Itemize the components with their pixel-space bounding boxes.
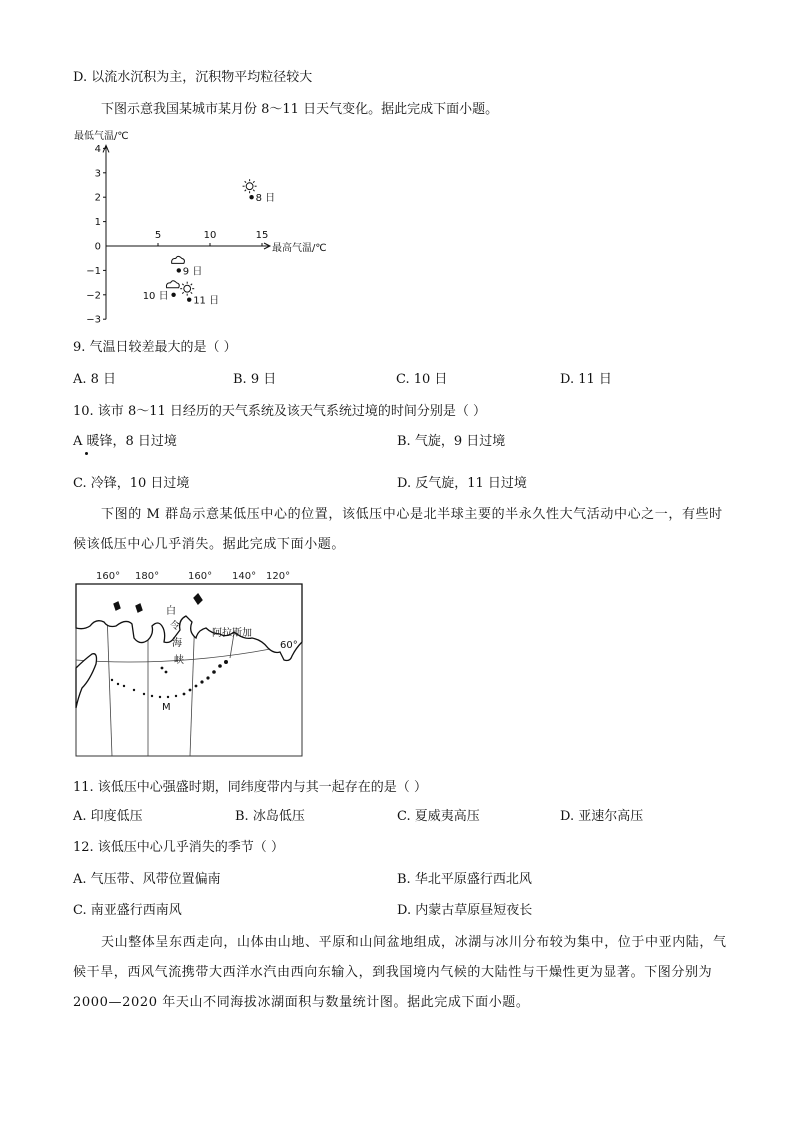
weather-scatter-chart — [72, 128, 352, 328]
longitude-labels — [96, 571, 290, 582]
sun-icon-ray — [191, 292, 192, 293]
y-tick-label: 3 — [94, 168, 101, 180]
sun-icon — [180, 282, 194, 296]
x-tick-label: 10 — [203, 230, 217, 241]
sun-icon-ray — [245, 181, 246, 182]
stray-dot — [85, 452, 88, 455]
q10-option-d[interactable]: D. 反气旋，11 日过境 — [397, 476, 527, 491]
point-label: 10 日 — [142, 290, 169, 302]
aleutian-map — [74, 568, 306, 758]
sea-label-2: 令 — [170, 621, 180, 632]
chart-marks — [143, 179, 275, 306]
sun-icon-ray — [182, 284, 183, 285]
q12-stem: 12. 该低压中心几乎消失的季节（ ） — [73, 840, 284, 855]
q10-stem: 10. 该市 8～11 日经历的天气系统及该天气系统过境的时间分别是（ ） — [73, 404, 487, 419]
q9-option-b[interactable]: B. 9 日 — [233, 372, 277, 387]
sun-icon-ray — [245, 190, 246, 191]
point-label: 9 日 — [182, 266, 203, 278]
y-tick-label: 1 — [94, 217, 101, 229]
islands-label: M — [162, 702, 171, 713]
y-tick-label: 4 — [94, 143, 101, 155]
q10-option-c[interactable]: C. 冷锋，10 日过境 — [73, 476, 190, 491]
sea-label-4: 峡 — [174, 655, 184, 666]
lon-label-4: 140° — [232, 571, 257, 582]
sun-icon-ray — [191, 284, 192, 285]
sun-icon-ray — [182, 292, 183, 293]
lon-label-5: 120° — [266, 571, 291, 582]
q10-option-b[interactable]: B. 气旋，9 日过境 — [397, 434, 506, 449]
x-tick-label: 5 — [154, 230, 162, 241]
q8-option-d: D. 以流水沉积为主，沉积物平均粒径较大 — [73, 70, 313, 85]
q12-option-d[interactable]: D. 内蒙古草原昼短夜长 — [397, 903, 533, 918]
q11-option-c[interactable]: C. 夏威夷高压 — [397, 809, 480, 824]
y-axis-label: 最低气温/℃ — [74, 131, 129, 142]
q10-option-a[interactable]: A 暖锋，8 日过境 — [73, 434, 177, 449]
sun-icon-ray — [253, 181, 254, 182]
sea-label-3: 海 — [172, 638, 182, 649]
y-tick-label: −2 — [86, 290, 101, 302]
q12-option-b[interactable]: B. 华北平原盛行西北风 — [397, 872, 532, 887]
q9-option-a[interactable]: A. 8 日 — [73, 372, 117, 387]
y-tick-label: −3 — [86, 314, 101, 326]
sun-icon-ray — [253, 190, 254, 191]
q11-option-d[interactable]: D. 亚速尔高压 — [560, 809, 644, 824]
point-label: 8 日 — [255, 193, 276, 205]
point-label: 11 日 — [193, 295, 220, 307]
data-point — [177, 268, 181, 272]
intro-weather: 下图示意我国某城市某月份 8～11 日天气变化。据此完成下面小题。 — [101, 102, 499, 117]
y-tick-label: −1 — [86, 265, 101, 277]
lon-label-1: 160° — [96, 571, 121, 582]
data-point — [187, 297, 191, 301]
q11-stem: 11. 该低压中心强盛时期，同纬度带内与其一起存在的是（ ） — [73, 780, 427, 795]
intro-tianshan: 天山整体呈东西走向，山体由山地、平原和山间盆地组成，冰湖与冰川分布较为集中，位于中亚内陆，气候干旱，西风气流携带大西洋水汽由西向东输入，到我国境内气候的大陆性与干燥性更为显著。下图分别为2000—2020 年天山不同海拔冰湖面积与数量统计图。据此完成下面小题。 — [73, 935, 727, 1010]
q11-option-a[interactable]: A. 印度低压 — [73, 809, 143, 824]
y-tick-label: 2 — [94, 192, 101, 204]
cloud-icon — [172, 256, 185, 263]
q9-stem: 9. 气温日较差最大的是（ ） — [73, 340, 237, 355]
sea-label-1: 白 — [166, 606, 176, 617]
origin-label: 0 — [94, 241, 101, 253]
sun-icon-disc — [184, 285, 191, 292]
sun-icon — [243, 179, 257, 193]
q12-option-a[interactable]: A. 气压带、风带位置偏南 — [73, 872, 221, 887]
lon-label-2: 180° — [135, 571, 160, 582]
q12-option-c[interactable]: C. 南亚盛行西南风 — [73, 903, 182, 918]
lon-label-3: 160° — [188, 571, 213, 582]
q9-option-c[interactable]: C. 10 日 — [396, 372, 448, 387]
x-axis-label: 最高气温/℃ — [272, 243, 327, 254]
data-point — [249, 195, 253, 199]
data-point — [171, 293, 175, 297]
q9-option-d[interactable]: D. 11 日 — [560, 372, 612, 387]
intro-map: 下图的 M 群岛示意某低压中心的位置，该低压中心是北半球主要的半永久性大气活动中心之一，有些时候该低压中心几乎消失。据此完成下面小题。 — [73, 507, 723, 552]
cloud-icon — [166, 281, 179, 288]
x-tick-label: 15 — [255, 230, 269, 241]
alaska-label: 阿拉斯加 — [212, 628, 252, 639]
lat-label: 60° — [280, 640, 298, 651]
sun-icon-disc — [246, 183, 253, 190]
q11-option-b[interactable]: B. 冰岛低压 — [235, 809, 305, 824]
